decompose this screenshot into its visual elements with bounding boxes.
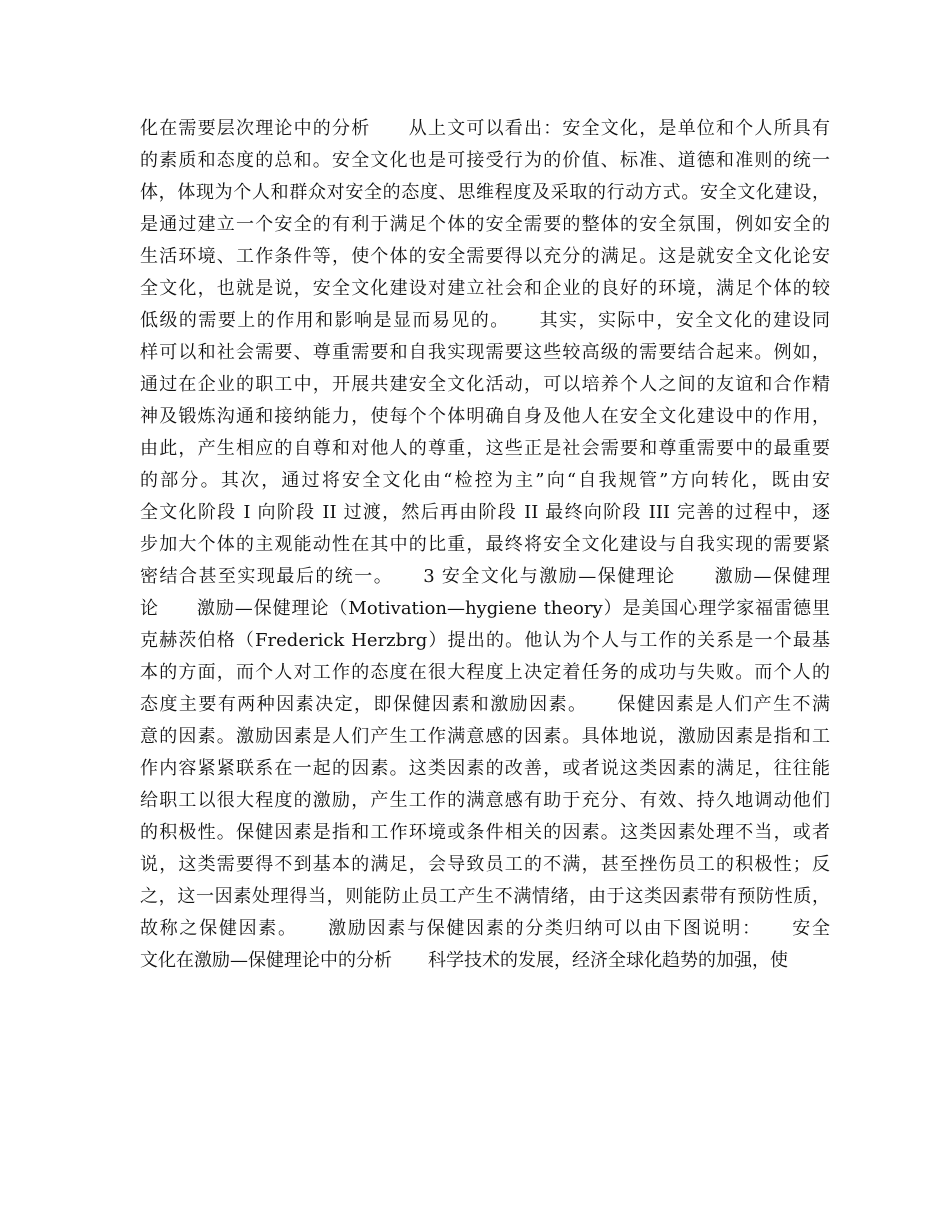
- text-line: 样可以和社会需要、尊重需要和自我实现需要这些较高级的需要结合起来。例如，: [140, 342, 830, 363]
- text-line: 化在需要层次理论中的分析 从上文可以看出：安全文化，是单位和个人所具有: [140, 118, 830, 139]
- text-line: 的素质和态度的总和。安全文化也是可接受行为的价值、标准、道德和准则的统一: [140, 150, 830, 171]
- text-line: 全文化阶段 I 向阶段 II 过渡，然后再由阶段 II 最终向阶段 III 完善的过程中，逐: [140, 502, 830, 523]
- text-line: 给职工以很大程度的激励，产生工作的满意感有助于充分、有效、持久地调动他们: [140, 790, 830, 811]
- text-line: 的部分。其次，通过将安全文化由“检控为主”向“自我规管”方向转化，既由安: [140, 470, 830, 491]
- text-line: 文化在激励—保健理论中的分析 科学技术的发展，经济全球化趋势的加强，使: [140, 950, 788, 971]
- text-line: 论 激励—保健理论（Motivation—hygiene theory）是美国心理学家福雷德里: [140, 598, 830, 619]
- text-line: 之，这一因素处理得当，则能防止员工产生不满情绪，由于这类因素带有预防性质，: [140, 886, 830, 907]
- text-line: 神及锻炼沟通和接纳能力，使每个个体明确自身及他人在安全文化建设中的作用，: [140, 406, 830, 427]
- text-line: 意的因素。激励因素是人们产生工作满意感的因素。具体地说，激励因素是指和工: [140, 726, 830, 747]
- text-line: 通过在企业的职工中，开展共建安全文化活动，可以培养个人之间的友谊和合作精: [140, 374, 830, 395]
- text-line: 是通过建立一个安全的有利于满足个体的安全需要的整体的安全氛围，例如安全的: [140, 214, 830, 235]
- text-line: 克赫茨伯格（Frederick Herzbrg）提出的。他认为个人与工作的关系是一个最基: [140, 630, 830, 651]
- text-line: 本的方面，而个人对工作的态度在很大程度上决定着任务的成功与失败。而个人的: [140, 662, 830, 683]
- text-line: 故称之保健因素。 激励因素与保健因素的分类归纳可以由下图说明： 安全: [140, 918, 830, 939]
- text-line: 由此，产生相应的自尊和对他人的尊重，这些正是社会需要和尊重需要中的最重要: [140, 438, 830, 459]
- text-line: 全文化，也就是说，安全文化建设对建立社会和企业的良好的环境，满足个体的较: [140, 278, 830, 299]
- text-line: 生活环境、工作条件等，使个体的安全需要得以充分的满足。这是就安全文化论安: [140, 246, 830, 267]
- text-line: 态度主要有两种因素决定，即保健因素和激励因素。 保健因素是人们产生不满: [140, 694, 830, 715]
- text-line: 低级的需要上的作用和影响是显而易见的。 其实，实际中，安全文化的建设同: [140, 310, 830, 331]
- text-line: 步加大个体的主观能动性在其中的比重，最终将安全文化建设与自我实现的需要紧: [140, 534, 830, 555]
- text-line: 密结合甚至实现最后的统一。 3 安全文化与激励—保健理论 激励—保健理: [140, 566, 830, 587]
- text-line: 体，体现为个人和群众对安全的态度、思维程度及采取的行动方式。安全文化建设，: [140, 182, 830, 203]
- text-line: 作内容紧紧联系在一起的因素。这类因素的改善，或者说这类因素的满足，往往能: [140, 758, 830, 779]
- body-text: [140, 113, 830, 977]
- text-line: 说，这类需要得不到基本的满足，会导致员工的不满，甚至挫伤员工的积极性；反: [140, 854, 830, 875]
- text-line: 的积极性。保健因素是指和工作环境或条件相关的因素。这类因素处理不当，或者: [140, 822, 830, 843]
